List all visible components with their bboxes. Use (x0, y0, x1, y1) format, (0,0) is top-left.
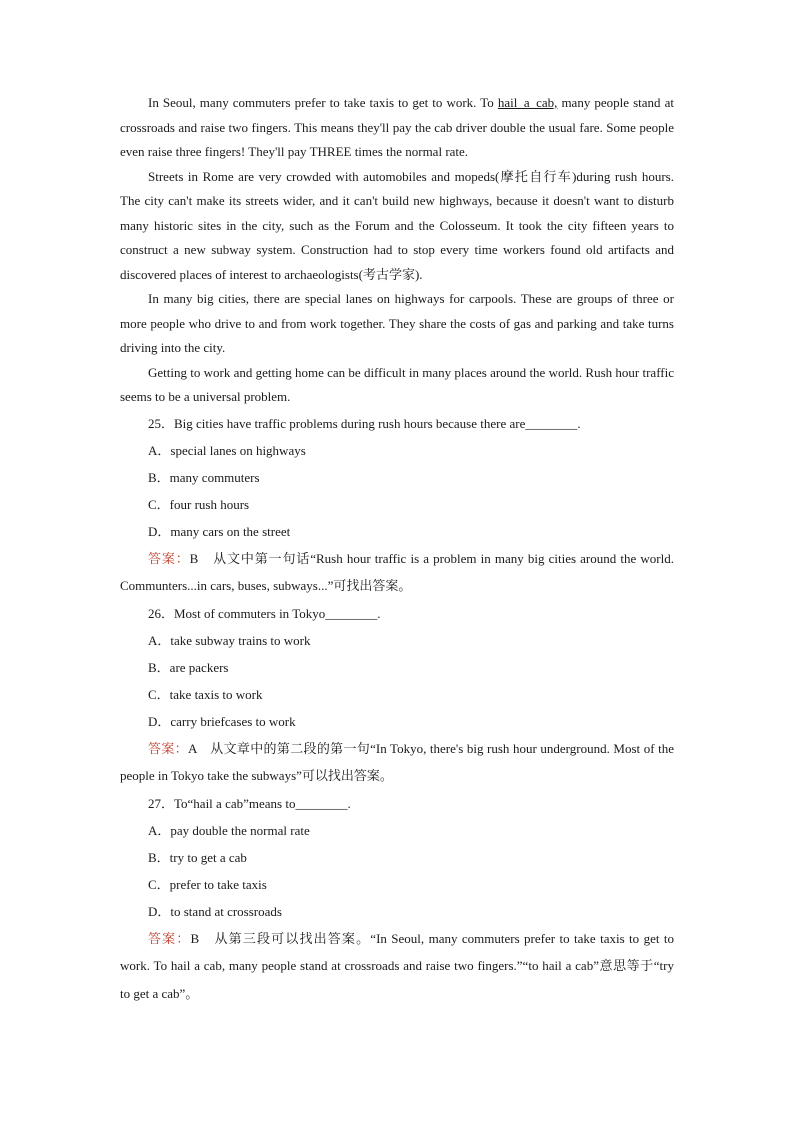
passage-paragraph-4: Getting to work and getting home can be difficult in many places around the world. Rush hour traffic seems to be a universal problem. (120, 364, 674, 404)
answer-label: 答案： (148, 740, 188, 756)
underlined-phrase: hail_a_cab, (497, 95, 558, 110)
passage-text: many people stand at crossroads and raise two fingers. This means they'll pay the cab driver double the usual fare. Some people even raise three fingers! They'll pay THREE times the normal rate. (120, 95, 674, 159)
question-27-option-c: C．prefer to take taxis (148, 876, 267, 892)
question-26-option-c: C．take taxis to work (148, 686, 263, 702)
document-body (120, 91, 674, 1007)
question-25-option-b: B．many commuters (148, 469, 260, 485)
question-27-option-b: B．try to get a cab (148, 849, 247, 865)
question-25-stem: 25．Big cities have traffic problems during rush hours because there are________. (148, 415, 581, 431)
question-27-option-a: A．pay double the normal rate (148, 822, 310, 838)
question-27-stem: 27．To“hail a cab”means to________. (148, 795, 351, 811)
answer-explanation: A 从文章中的第二段的第一句“In Tokyo, there's big rush hour underground. Most of the people in Tokyo take the subways”可以找出答案。 (120, 740, 674, 783)
question-25-answer (120, 545, 674, 600)
answer-explanation: B 从第三段可以找出答案。“In Seoul, many commuters prefer to take taxis to get to work. To hail a cab, many people stand at crossroads and raise two fingers.”“to hail a cab”意思等于“try to get a cab”。 (120, 930, 674, 1001)
answer-explanation: B 从文中第一句话“Rush hour traffic is a problem in many big cities around the world. Communters...in cars, buses, subways...”可找出答案。 (120, 550, 674, 593)
question-27-answer (120, 925, 674, 1008)
question-25-option-d: D．many cars on the street (148, 523, 291, 539)
answer-label: 答案： (148, 930, 191, 946)
question-25-option-a: A．special lanes on highways (148, 442, 306, 458)
passage-paragraph-1 (120, 91, 674, 165)
question-26-option-a: A．take subway trains to work (148, 632, 311, 648)
passage-paragraph-3: In many big cities, there are special lanes on highways for carpools. These are groups of three or more people who drive to and from work together. They share the costs of gas and parking and take turns driving into the city. (120, 291, 674, 355)
question-26-answer (120, 735, 674, 790)
passage-text: In Seoul, many commuters prefer to take taxis to get to work. To (148, 95, 498, 110)
question-26-stem: 26．Most of commuters in Tokyo________. (148, 605, 381, 621)
question-26-option-b: B．are packers (148, 659, 229, 675)
question-27-option-d: D．to stand at crossroads (148, 903, 282, 919)
answer-label: 答案： (148, 550, 190, 566)
question-26-option-d: D．carry briefcases to work (148, 713, 296, 729)
question-25-option-c: C．four rush hours (148, 496, 250, 512)
passage-paragraph-2: Streets in Rome are very crowded with automobiles and mopeds(摩托自行车)during rush hours. The city can't make its streets wider, and it can't build new highways, because it doesn't want to disturb many historic sites in the city, such as the Forum and the Colosseum. It took the city fifteen years to construct a new subway system. Construction had to stop every time workers found old artifacts and discovered places of interest to archaeologists(考古学家). (120, 168, 674, 282)
